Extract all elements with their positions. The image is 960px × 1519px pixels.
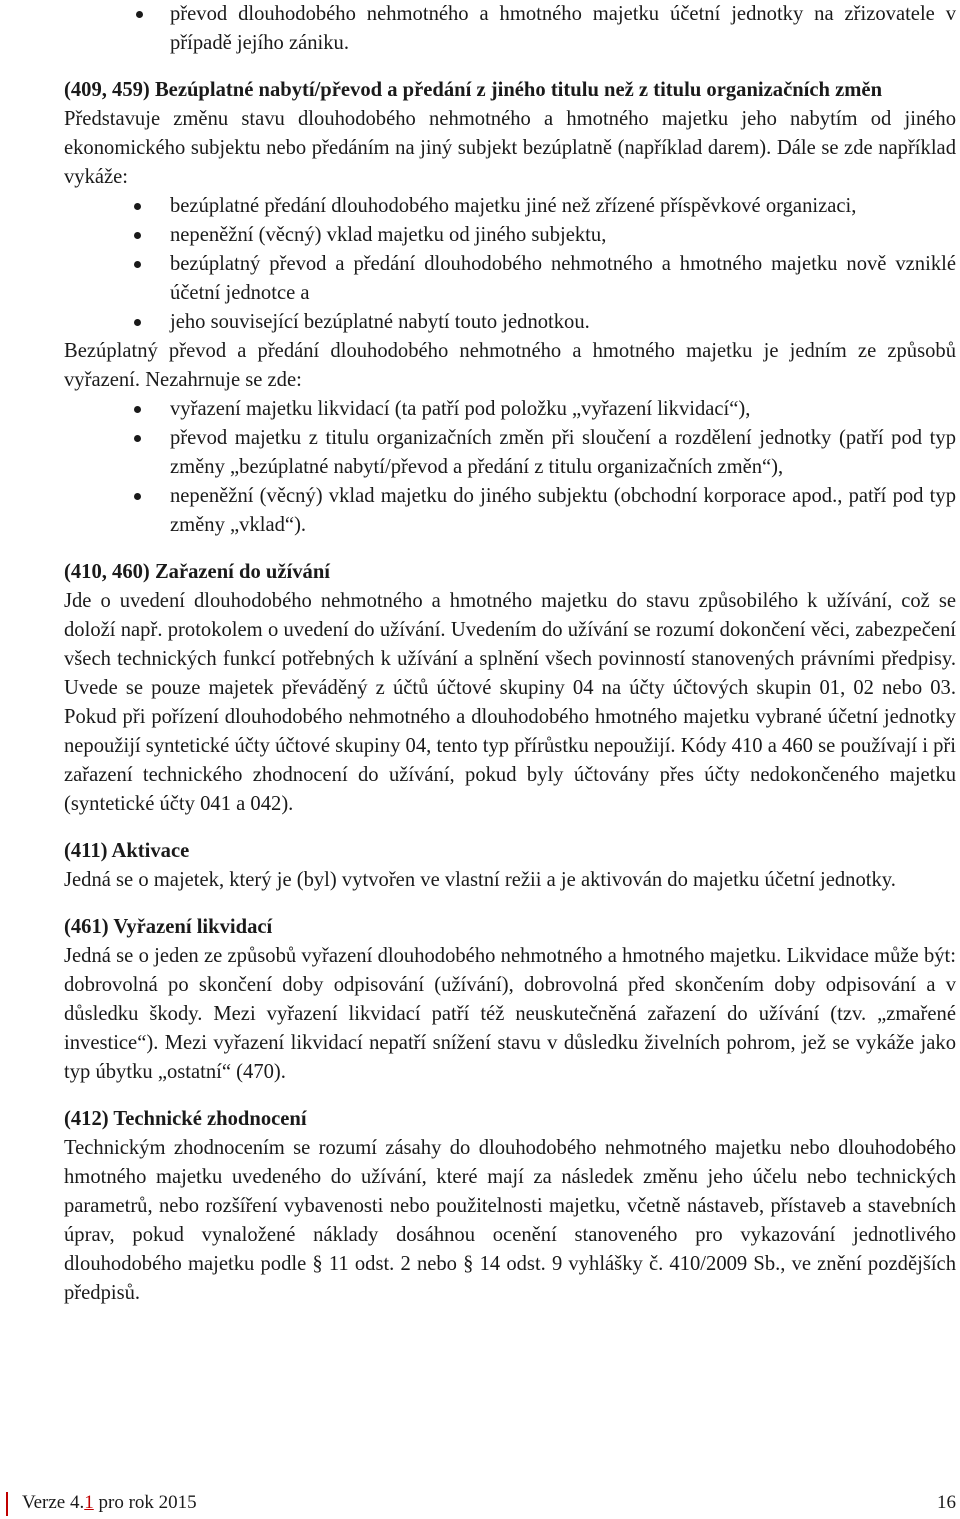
top-bullet-list	[0, 0, 956, 58]
spacer	[64, 58, 956, 76]
section-text-409-para2: Bezúplatný převod a předání dlouhodobého nehmotného a hmotného majetku je jedním ze způsobů vyřazení. Nezahrnuje se zde:	[64, 340, 956, 391]
bullet-icon	[134, 261, 141, 268]
bullet-icon	[134, 435, 141, 442]
list-item-text: nepeněžní (věcný) vklad majetku od jiného subjektu,	[170, 224, 607, 246]
section-text-410: Jde o uvedení dlouhodobého nehmotného a hmotného majetku do stavu způsobilého k užívání, což se doloží např. protokolem o uvedení do užívání. Uvedením do užívání se rozumí dokončení věci, zabezpečení všech technických funkcí potřebných k užívání a splnění všech povinností stanovených právními předpisy. Uvede se pouze majetek převáděný z účtů účtové skupiny 04 na účty účtových skupin 01, 02 nebo 03. Pokud při pořízení dlouhodobého nehmotného a dlouhodobého hmotného majetku vybrané účetní jednotky nepoužijí syntetické účty účtové skupiny 04, tento typ přírůstku nepoužijí. Kódy 410 a 460 se používají i při zařazení technického zhodnocení do užívání, pokud byly účtovány přes účty nedokončeného majetku (syntetické účty 041 a 042).	[64, 590, 956, 815]
bullet-icon	[134, 319, 141, 326]
list-item-text: vyřazení majetku likvidací (ta patří pod položku „vyřazení likvidací“),	[170, 398, 751, 420]
section-text-461: Jedná se o jeden ze způsobů vyřazení dlouhodobého nehmotného a hmotného majetku. Likvidace může být: dobrovolná po skončení doby odpisování (užívání), dobrovolná před skončením doby odpisování a v důsledku škody. Mezi vyřazení likvidací patří též neuskutečněná zařazení do užívání (tzv. „zmařené investice“). Mezi vyřazení likvidací nepatří snížení stavu v důsledku živelních pohrom, jež se vykáže jako typ úbytku „ostatní“ (470).	[64, 945, 956, 1083]
list-item	[64, 221, 956, 250]
list-item	[64, 192, 956, 221]
list-item-text: nepeněžní (věcný) vklad majetku do jiného subjektu (obchodní korporace apod., patří pod typ změny „vklad“).	[170, 485, 956, 536]
section-text-412: Technickým zhodnocením se rozumí zásahy do dlouhodobého nehmotného majetku nebo dlouhodobého hmotného majetku uvedeného do užívání, které mají za následek změnu jeho účelu nebo technických parametrů, nebo rozšíření vybavenosti nebo použitelnosti majetku, včetně nástaveb, přístaveb a stavebních úprav, pokud vynaložené náklady dosáhnou ocenění stanoveného pro vykazování jednotlivého dlouhodobého majetku podle § 11 odst. 2 nebo § 14 odst. 9 vyhlášky č. 410/2009 Sb., ve znění pozdějších předpisů.	[64, 1137, 956, 1304]
footer-version-suffix: pro rok 2015	[93, 1492, 197, 1513]
section-heading-409: (409, 459) Bezúplatné nabytí/převod a předání z jiného titulu než z titulu organizačních změn	[64, 79, 883, 101]
list-item	[64, 424, 956, 482]
list-item-text: bezúplatný převod a předání dlouhodobého nehmotného a hmotného majetku nově vzniklé účetní jednotce a	[170, 253, 956, 304]
footer-version-prefix: Verze 4.	[22, 1492, 85, 1513]
footer-margin-bar	[6, 1492, 8, 1516]
section-heading-411: (411) Aktivace	[64, 840, 190, 862]
spacer	[64, 1087, 956, 1105]
page-footer	[0, 1488, 960, 1518]
list-item-text: jeho související bezúplatné nabytí touto jednotkou.	[170, 311, 590, 333]
document-body	[64, 0, 956, 1308]
bullet-icon	[134, 203, 141, 210]
list-item-text: bezúplatné předání dlouhodobého majetku jiné než zřízené příspěvkové organizaci,	[170, 195, 857, 217]
list-item	[64, 482, 956, 540]
list-item	[64, 308, 956, 337]
spacer	[64, 540, 956, 558]
list-item-text: převod majetku z titulu organizačních změn při sloučení a rozdělení jednotky (patří pod typ změny „bezúplatné nabytí/převod a předání z titulu organizačních změn“),	[170, 427, 956, 478]
bullet-icon	[134, 493, 141, 500]
bullet-icon	[134, 232, 141, 239]
bullet-icon	[136, 11, 143, 18]
section-text-411: Jedná se o majetek, který je (byl) vytvořen ve vlastní režii a je aktivován do majetku účetní jednotky.	[64, 869, 896, 891]
bullet-icon	[134, 406, 141, 413]
section-heading-412: (412) Technické zhodnocení	[64, 1108, 307, 1130]
section-heading-410: (410, 460) Zařazení do užívání	[64, 561, 330, 583]
section-text-409-intro: Představuje změnu stavu dlouhodobého nehmotného a hmotného majetku jeho nabytím od jiného ekonomického subjektu nebo předáním na jiný subjekt bezúplatně (například darem). Dále se zde například vykáže:	[64, 108, 956, 188]
page-number: 16	[937, 1492, 956, 1513]
footer-version-minor: 1	[84, 1492, 94, 1513]
section-heading-461: (461) Vyřazení likvidací	[64, 916, 273, 938]
list-item-text: převod dlouhodobého nehmotného a hmotného majetku účetní jednotky na zřizovatele v případě jejího zániku.	[170, 3, 956, 54]
footer-version	[22, 1490, 197, 1516]
list-item	[64, 395, 956, 424]
spacer	[64, 819, 956, 837]
bullet-list-409-exclusions	[64, 395, 956, 540]
bullet-list-409	[64, 192, 956, 337]
list-item	[0, 0, 956, 58]
spacer	[64, 895, 956, 913]
list-item	[64, 250, 956, 308]
